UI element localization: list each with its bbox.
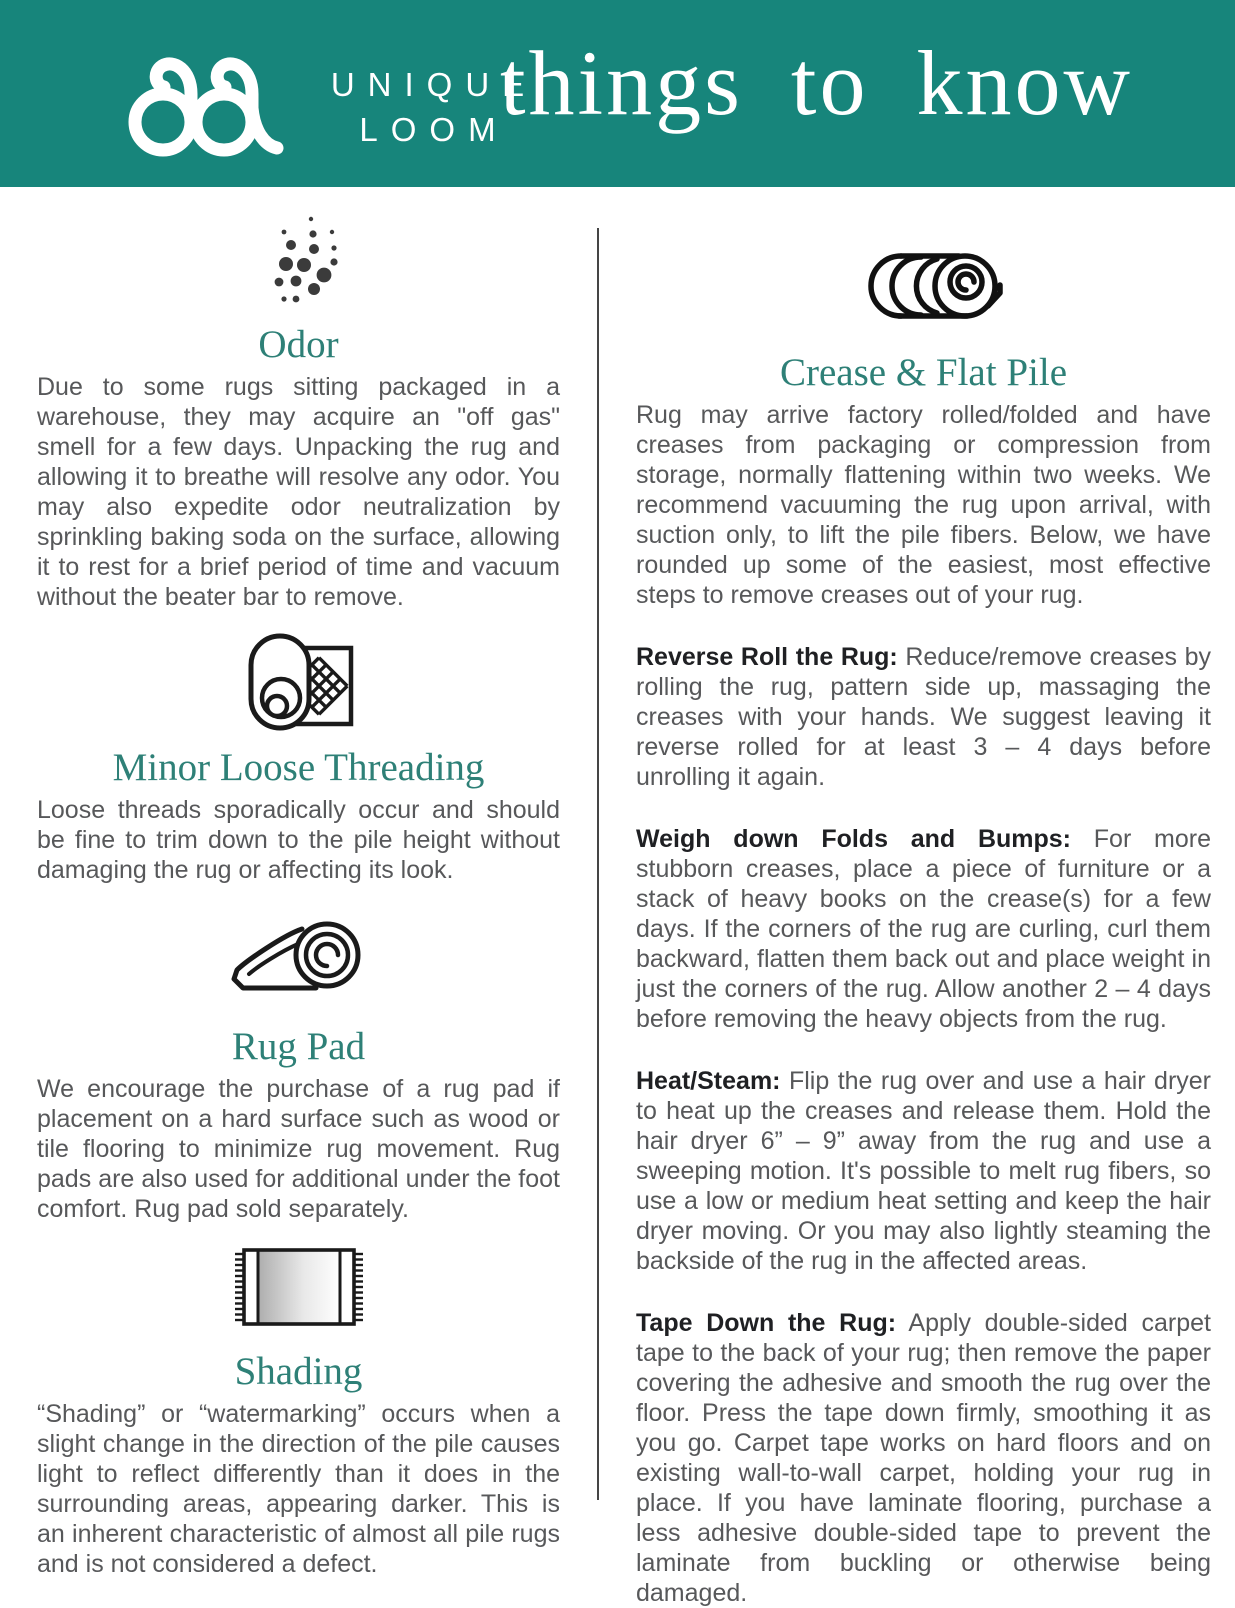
unique-loom-logo-icon (108, 46, 313, 158)
section-title-threading: Minor Loose Threading (112, 746, 485, 789)
section-body-rugpad: We encourage the purchase of a rug pad if placement on a hard surface such as wood or tile flooring to minimize rug movement. Rug pads are also used for additional under the foot comfort. Rug pad sold separately. (37, 1075, 560, 1223)
rolled-rug-side-spiral-icon (841, 241, 1006, 331)
section-body-odor: Due to some rugs sitting packaged in a warehouse, they may acquire an "off gas" smell for a few days. Unpacking the rug and allowing it to breathe will resolve any odor. You may also expedite odor neutralization by sprinkling baking soda on the surface, allowing it to rest for a brief period of time and vacuum without the beater bar to remove. (37, 373, 560, 611)
section-title-shading: Shading (234, 1350, 363, 1393)
section-odor (37, 211, 560, 612)
tip-tape-down (636, 1308, 1211, 1608)
section-body-shading: “Shading” or “watermarking” occurs when a slight change in the direction of the pile causes light to reflect differently than it does in the surrounding areas, appearing darker. This is an inherent characteristic of almost all pile rugs and is not considered a defect. (37, 1400, 560, 1578)
header-banner (0, 0, 1235, 187)
rolled-rug-crosshatch-icon (239, 632, 359, 734)
section-shading (37, 1246, 560, 1579)
page-title: things to know (500, 32, 1133, 134)
shaded-rug-fringe-icon (232, 1246, 366, 1328)
tip-weigh-down-label: Weigh down Folds and Bumps: (636, 825, 1072, 853)
section-minor-loose-threading (37, 632, 560, 885)
tip-tape-down-text: Apply double-sided carpet tape to the back of your rug; then remove the paper covering the adhesive and smooth the rug over the floor. Press the tape down firmly, smoothing it as you go. Carpet tape works on hard floors and on existing wall-to-wall carpet, holding your rug in place. If you have laminate flooring, purchase a less adhesive double-sided tape to prevent the laminate from buckling or otherwise being damaged. (636, 1309, 1211, 1607)
tip-reverse-roll-label: Reverse Roll the Rug: (636, 643, 898, 671)
left-column (0, 187, 597, 1599)
rug-pad-roll-icon (224, 911, 374, 1003)
tip-weigh-down-text: For more stubborn creases, place a piece of furniture or a stack of heavy books on the crease(s) for a few days. If the corners of the rug are curling, curl them backward, flatten them back out and place weight in just the corners of the rug. Allow another 2 – 4 days before removing the heavy objects from the rug. (636, 825, 1212, 1033)
crease-intro: Rug may arrive factory rolled/folded and have creases from packaging or compression from storage, normally flattening within two weeks. We recommend vacuuming the rug upon arrival, with suction only, to lift the pile fibers. Below, we have rounded up some of the easiest, most effective steps to remove creases out of your rug. (636, 401, 1211, 609)
section-title-odor: Odor (258, 323, 339, 366)
tip-reverse-roll-text: Reduce/remove creases by rolling the rug, pattern side up, massaging the creases with your hands. We suggest leaving it reverse rolled for at least 3 – 4 days before unrolling it again. (636, 643, 1212, 791)
section-body-threading: Loose threads sporadically occur and should be fine to trim down to the pile height without damaging the rug or affecting its look. (37, 796, 560, 884)
odor-speckles-icon (241, 211, 357, 311)
section-title-rugpad: Rug Pad (231, 1025, 366, 1068)
tip-tape-down-label: Tape Down the Rug: (636, 1309, 897, 1337)
brand-line2: LOOM (359, 111, 509, 148)
brand-line1: UNIQUE (330, 66, 538, 103)
right-column (599, 187, 1235, 1608)
tip-weigh-down (636, 824, 1211, 1034)
tip-heat-steam-label: Heat/Steam: (636, 1067, 781, 1095)
tip-heat-steam-text: Flip the rug over and use a hair dryer to heat up the creases and release them. Hold the hair dryer 6” – 9” away from the rug and use a sweeping motion. It's possible to melt rug fibers, so use a low or medium heat setting and keep the hair dryer moving. Or you may also lightly steaming the backside of the rug in the affected areas. (636, 1067, 1212, 1275)
section-title-crease: Crease & Flat Pile (779, 351, 1068, 394)
tip-reverse-roll (636, 642, 1211, 792)
section-rug-pad (37, 911, 560, 1224)
tip-heat-steam (636, 1066, 1211, 1276)
